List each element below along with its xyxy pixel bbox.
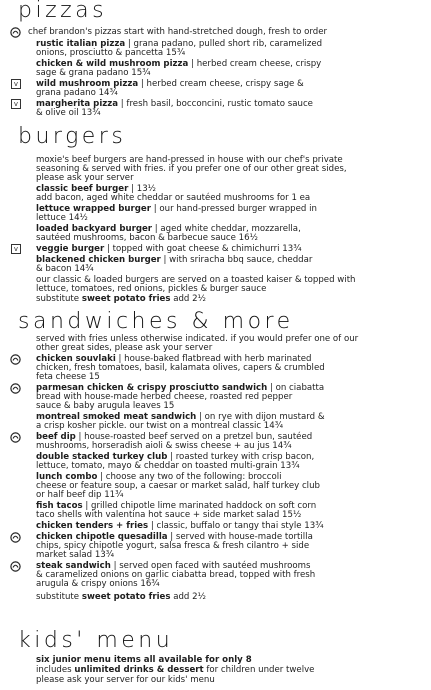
item-desc-2: a crisp kosher pickle. our twist on a montreal classic 14¾: [36, 421, 284, 431]
item-desc-3: sauce & baby arugula leaves 15: [36, 401, 175, 411]
chef-icon: [10, 532, 21, 543]
item-desc: | roasted turkey with crisp bacon,: [167, 452, 315, 462]
menu-item: [36, 244, 302, 254]
burgers-note: our classic & loaded burgers are served on a toasted kaiser & topped with: [36, 275, 356, 285]
kids-line: [36, 665, 314, 675]
sub-prefix: substitute: [36, 592, 82, 602]
item-desc: | grana padano, pulled short rib, caramelized: [125, 39, 323, 49]
burgers-intro: please ask your server: [36, 173, 134, 183]
substitute-note: [36, 294, 206, 304]
item-desc: | with sriracha bbq sauce, cheddar: [160, 255, 313, 265]
item-name: double stacked turkey club: [36, 452, 168, 462]
kids-title: kids' menu: [18, 628, 174, 653]
sub-prefix: substitute: [36, 294, 82, 304]
vegetarian-icon: v: [11, 99, 21, 109]
item-desc-2: & olive oil 13¾: [36, 108, 101, 118]
item-desc-2: lettuce, tomato, mayo & cheddar on toasted multi-grain 13¾: [36, 461, 300, 471]
item-desc: | on rye with dijon mustard &: [196, 412, 325, 422]
burgers-note: lettuce, tomatoes, red onions, pickles & burger sauce: [36, 284, 267, 294]
chef-icon: [10, 432, 21, 443]
item-name: montreal smoked meat sandwich: [36, 412, 197, 422]
item-name: margherita pizza: [36, 99, 119, 109]
item-desc-3: market salad 13¾: [36, 550, 115, 560]
chef-icon: [10, 27, 21, 38]
chef-icon: [10, 383, 21, 394]
item-desc-2: taco shells with valentina hot sauce + side market salad 15½: [36, 510, 302, 520]
item-desc-2: & caramelized onions on garlic ciabatta bread, topped with fresh: [36, 570, 316, 580]
menu-item: [36, 521, 324, 531]
chef-icon: [10, 354, 21, 365]
item-name: chicken chipotle quesadilla: [36, 532, 168, 542]
item-desc: | herbed cream cheese, crispy sage &: [138, 79, 304, 89]
item-name: chicken & wild mushroom pizza: [36, 59, 189, 69]
item-desc: | our hand-pressed burger wrapped in: [151, 204, 317, 214]
sub-suffix: add 2½: [170, 294, 206, 304]
item-desc: | fresh basil, bocconcini, rustic tomato sauce: [118, 99, 313, 109]
sandwiches-intro: other great sides, please ask your server: [36, 343, 213, 353]
pizzas-title: pizzas: [18, 0, 108, 23]
item-desc-2: grana padano 14¾: [36, 88, 118, 98]
item-desc-2: chips, spicy chipotle yogurt, salsa fresca & fresh cilantro + side: [36, 541, 310, 551]
sub-suffix: add 2½: [170, 592, 206, 602]
burgers-intro: moxie's beef burgers are hand-pressed in house with our chef's private: [36, 155, 343, 165]
burgers-title: burgers: [18, 124, 127, 149]
pizzas-intro: chef brandon's pizzas start with hand-stretched dough, fresh to order: [28, 27, 328, 37]
item-desc-2: mushrooms, horseradish aioli & swiss cheese + au jus 14¾: [36, 441, 292, 451]
item-desc-3: or half beef dip 11¾: [36, 490, 124, 500]
item-name: loaded backyard burger: [36, 224, 153, 234]
item-desc: | house-roasted beef served on a pretzel bun, sautéed: [75, 432, 313, 442]
item-name: steak sandwich: [36, 561, 111, 571]
item-name: parmesan chicken & crispy prosciutto sandwich: [36, 383, 268, 393]
item-name: lettuce wrapped burger: [36, 204, 152, 214]
item-desc-2: sautéed mushrooms, bacon & barbecue sauce 16½: [36, 233, 258, 243]
kids-headline-text: six junior menu items all available for only 8: [36, 655, 252, 665]
substitute-note: [36, 592, 206, 602]
item-desc: | choose any two of the following: broccoli: [97, 472, 282, 482]
kids-headline: [36, 655, 252, 665]
item-desc-2: & bacon 14¾: [36, 264, 94, 274]
kids-suffix: for children under twelve: [203, 665, 315, 675]
item-desc: | served open faced with sautéed mushrooms: [110, 561, 311, 571]
item-desc: | herbed cream cheese, crispy: [188, 59, 322, 69]
item-name: blackened chicken burger: [36, 255, 161, 265]
item-desc-2: sage & grana padano 15¾: [36, 68, 151, 78]
sandwiches-title: sandwiches & more: [18, 309, 294, 334]
sub-bold: sweet potato fries: [81, 294, 171, 304]
item-name: chicken tenders + fries: [36, 521, 149, 531]
item-desc: | 13½: [128, 184, 156, 194]
item-desc: | served with house-made tortilla: [167, 532, 313, 542]
kids-prefix: includes: [36, 665, 75, 675]
item-desc: | on ciabatta: [267, 383, 325, 393]
item-desc-2: cheese or feature soup, a caesar or market salad, half turkey club: [36, 481, 320, 491]
item-desc: | aged white cheddar, mozzarella,: [152, 224, 301, 234]
vegetarian-icon: v: [11, 79, 21, 89]
sub-bold: sweet potato fries: [81, 592, 171, 602]
item-desc-2: lettuce 14½: [36, 213, 88, 223]
item-desc-2: onions, prosciutto & pancetta 15¾: [36, 48, 186, 58]
item-name: lunch combo: [36, 472, 98, 482]
chef-icon: [10, 561, 21, 572]
kids-line-2: please ask your server for our kids' menu: [36, 675, 215, 685]
item-name: chicken souvlaki: [36, 354, 116, 364]
item-name: fish tacos: [36, 501, 83, 511]
item-name: classic beef burger: [36, 184, 129, 194]
item-desc-2: chicken, fresh tomatoes, basil, kalamata olives, capers & crumbled: [36, 363, 325, 373]
item-desc: | topped with goat cheese & chimichurri 13¾: [104, 244, 302, 254]
sandwiches-intro: served with fries unless otherwise indicated. if you would prefer one of our: [36, 334, 359, 344]
item-name: beef dip: [36, 432, 76, 442]
item-desc-3: arugula & crispy onions 16¾: [36, 579, 160, 589]
item-desc-2: bread with house-made herbed cheese, roasted red pepper: [36, 392, 293, 402]
item-desc: | grilled chipotle lime marinated haddock on soft corn: [82, 501, 317, 511]
kids-bold: unlimited drinks & dessert: [74, 665, 204, 675]
item-desc-2: add bacon, aged white cheddar or sautéed mushrooms for 1 ea: [36, 193, 311, 203]
item-desc: | house-baked flatbread with herb marinated: [115, 354, 312, 364]
item-desc-3: feta cheese 15: [36, 372, 100, 382]
burgers-intro: seasoning & served with fries. if you prefer one of our other great sides,: [36, 164, 347, 174]
item-name: wild mushroom pizza: [36, 79, 139, 89]
item-name: veggie burger: [36, 244, 105, 254]
item-name: rustic italian pizza: [36, 39, 126, 49]
vegetarian-icon: v: [11, 244, 21, 254]
item-desc: | classic, buffalo or tangy thai style 13¾: [148, 521, 324, 531]
